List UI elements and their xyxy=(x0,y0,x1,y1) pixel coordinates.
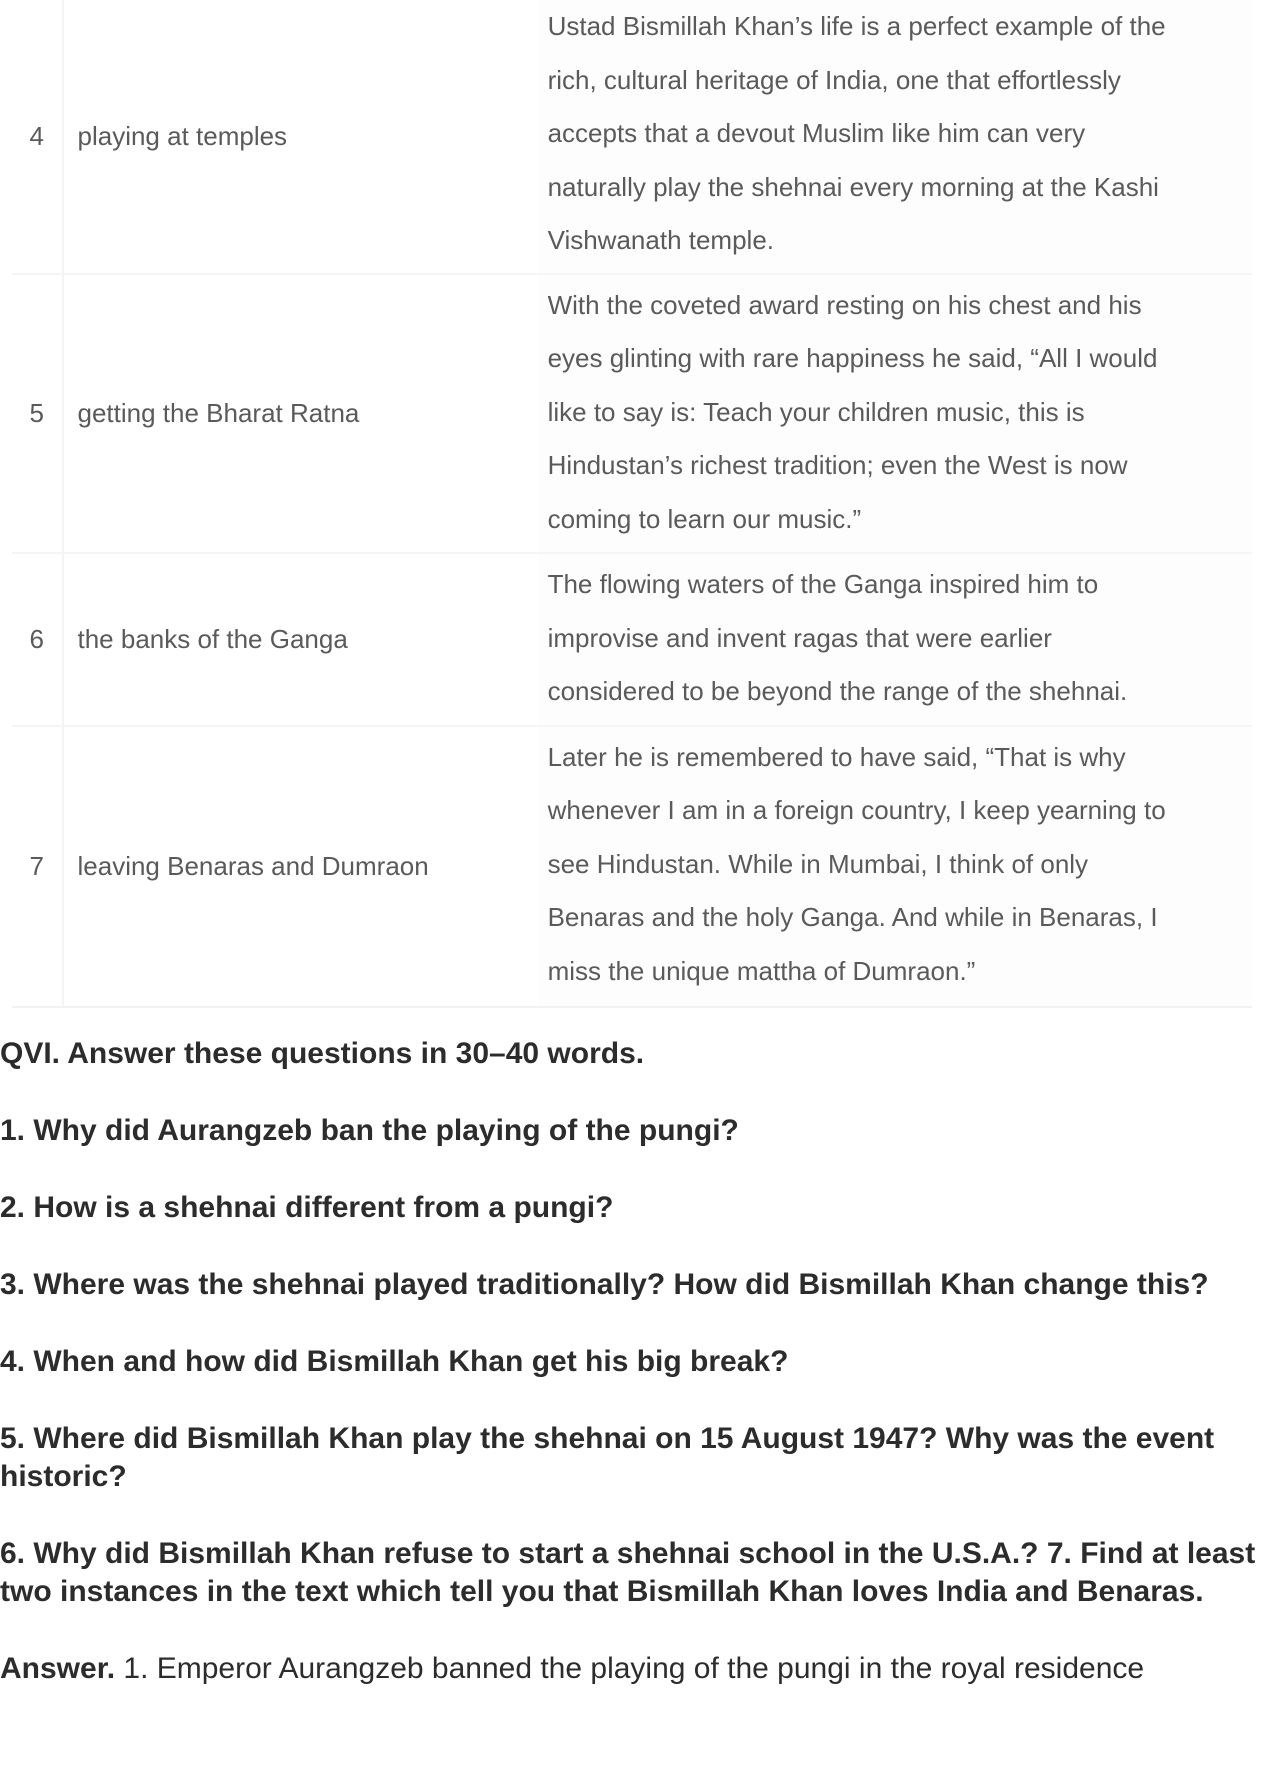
description-line: rich, cultural heritage of India, one that effortlessly xyxy=(547,64,1121,95)
description-line: improvise and invent ragas that were earlier xyxy=(547,622,1052,653)
description-line: considered to be beyond the range of the shehnai. xyxy=(547,676,1128,706)
question-item: 6. Why did Bismillah Khan refuse to start a shehnai school in the U.S.A.? 7. Find at least two instances in the text which tell you that Bismillah Khan loves India and Benaras. xyxy=(0,1537,1256,1608)
question-item: 2. How is a shehnai different from a pungi? xyxy=(0,1191,614,1224)
row-topic: getting the Bharat Ratna xyxy=(63,274,538,554)
description-line: whenever I am in a foreign country, I keep yearning to xyxy=(547,795,1166,825)
description-line: Ustad Bismillah Khan’s life is a perfect example of the xyxy=(547,11,1166,41)
row-description xyxy=(538,0,1252,274)
description-line: The flowing waters of the Ganga inspired him to xyxy=(547,569,1099,599)
question-item: 3. Where was the shehnai played traditionally? How did Bismillah Khan change this? xyxy=(0,1268,1209,1301)
description-line: see Hindustan. While in Mumbai, I think of only xyxy=(547,848,1089,879)
question-item: 5. Where did Bismillah Khan play the shehnai on 15 August 1947? Why was the event historic? xyxy=(0,1422,1215,1493)
answer-text: 1. Emperor Aurangzeb banned the playing of the pungi in the royal residence xyxy=(115,1652,1145,1685)
description-line: Benaras and the holy Ganga. And while in Benaras, I xyxy=(547,902,1158,932)
row-number: 6 xyxy=(12,553,63,726)
table-row xyxy=(12,553,1252,726)
row-topic: the banks of the Ganga xyxy=(63,553,538,726)
answer-paragraph xyxy=(0,1650,1268,1688)
description-line: Later he is remembered to have said, “That is why xyxy=(547,741,1126,772)
row-description xyxy=(538,274,1252,554)
description-line: like to say is: Teach your children music, this is xyxy=(547,396,1085,427)
row-description xyxy=(538,553,1252,726)
row-number: 7 xyxy=(12,726,63,1008)
answer-label: Answer. xyxy=(0,1652,116,1685)
question-item: 4. When and how did Bismillah Khan get his big break? xyxy=(0,1345,789,1378)
description-line: eyes glinting with rare happiness he said, “All I would xyxy=(547,343,1158,373)
row-description xyxy=(538,726,1252,1008)
section-heading: QVI. Answer these questions in 30–40 words. xyxy=(0,1037,645,1070)
table-row xyxy=(12,0,1252,274)
description-line: With the coveted award resting on his chest and his xyxy=(547,289,1142,320)
description-line: naturally play the shehnai every morning at the Kashi xyxy=(547,171,1159,202)
description-line: Vishwanath temple. xyxy=(547,225,775,255)
table-row xyxy=(12,274,1252,554)
questions-section xyxy=(0,1035,1268,1688)
row-topic: playing at temples xyxy=(77,120,288,151)
row-topic: leaving Benaras and Dumraon xyxy=(63,726,538,1008)
row-number: 5 xyxy=(12,274,63,554)
description-line: miss the unique mattha of Dumraon.” xyxy=(547,955,976,986)
table-row xyxy=(12,726,1252,1008)
row-number: 4 xyxy=(12,0,63,274)
question-item: 1. Why did Aurangzeb ban the playing of the pungi? xyxy=(0,1114,739,1147)
description-line: accepts that a devout Muslim like him can very xyxy=(547,118,1086,148)
reference-table-container xyxy=(12,0,1252,1008)
reference-table xyxy=(12,0,1252,1008)
description-line: Hindustan’s richest tradition; even the West is now xyxy=(547,450,1128,480)
description-line: coming to learn our music.” xyxy=(547,503,862,534)
